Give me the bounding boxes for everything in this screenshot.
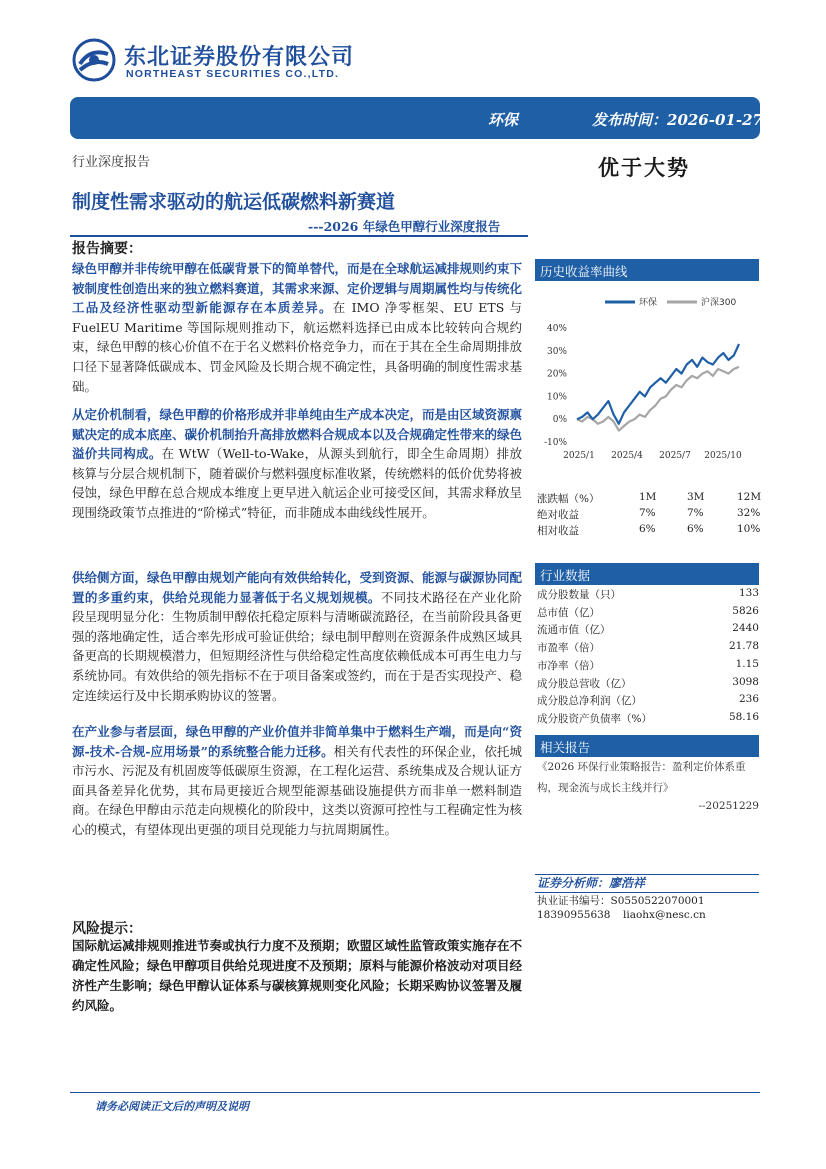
analyst-name: 证券分析师：廖浩祥 [537, 876, 646, 890]
related-section-header: 相关报告 [535, 735, 759, 757]
industry-label: 总市值（亿） [537, 606, 600, 619]
performance-table [537, 491, 762, 539]
performance-header-row [537, 491, 762, 507]
x-tick-label: 2025/1 [563, 451, 595, 461]
performance-cell: 6% [639, 523, 656, 535]
y-tick-label: -10% [543, 438, 567, 448]
industry-label: 成分股资产负债率（%） [537, 712, 652, 725]
report-type: 行业深度报告 [72, 155, 151, 170]
industry-row [537, 622, 759, 639]
report-title: 制度性需求驱动的航运低碳燃料新赛道 [72, 191, 396, 213]
summary-heading: 报告摘要： [72, 241, 142, 257]
y-tick-label: 40% [546, 324, 567, 334]
summary-paragraph-4 [72, 722, 522, 840]
sector-label: 环保 [488, 111, 519, 129]
company-name-cn: 东北证券股份有限公司 [124, 45, 355, 70]
performance-cell: 相对收益 [537, 525, 579, 537]
industry-row [537, 605, 759, 622]
industry-label: 成分股总净利润（亿） [537, 695, 642, 708]
rating: 优于大势 [598, 156, 690, 180]
x-tick-label: 2025/4 [611, 451, 643, 461]
title-divider [70, 235, 528, 237]
industry-value: 3098 [732, 675, 759, 688]
industry-value: 21.78 [728, 640, 759, 653]
industry-row [537, 658, 759, 675]
industry-value: 1.15 [735, 657, 759, 670]
legend-label: 沪深300 [701, 298, 737, 308]
industry-row [537, 587, 759, 604]
industry-row [537, 711, 759, 728]
company-logo-icon [72, 38, 116, 82]
industry-section-header: 行业数据 [535, 563, 759, 585]
y-tick-label: 20% [546, 369, 567, 380]
industry-label: 流通市值（亿） [537, 624, 611, 637]
performance-cell: 1M [639, 491, 657, 503]
industry-label: 成分股总营收（亿） [537, 677, 632, 690]
performance-cell: 6% [687, 523, 704, 535]
performance-cell: 32% [737, 507, 761, 519]
performance-cell: 涨跌幅（%） [537, 493, 600, 505]
performance-cell: 7% [687, 507, 704, 519]
performance-cell: 绝对收益 [537, 509, 579, 521]
related-report-date: --20251229 [698, 800, 759, 812]
paragraph-1-body: 在 IMO 净零框架、EU ETS 与 FuelEU Maritime 等国际规则推动下，航运燃料选择已由成本比较转向合规约束，绿色甲醇的核心价值不在于名义燃料价格竞争力，而在于其在全生命周期排放口径下显著降低碳成本、罚金风险及长期合规不确定性，具备明确的制度性需求基础。 [72, 300, 523, 394]
summary-paragraph-3 [72, 568, 522, 705]
footer-disclaimer: 请务必阅读正文后的声明及说明 [95, 1100, 249, 1113]
industry-label: 市净率（倍） [537, 659, 600, 672]
footer-divider [70, 1092, 760, 1093]
risk-heading: 风险提示： [72, 921, 142, 937]
y-tick-label: 0% [552, 415, 567, 426]
paragraph-3-lead: 供给侧方面，绿色甲醇由规划产能向有效供给转化，受到资源、能源与碳源协同配置的多重约束，供给兑现能力显著低于名义规划规模。 [72, 570, 523, 605]
performance-chart [535, 290, 759, 468]
summary-paragraph-1 [72, 259, 522, 396]
analyst-email[interactable]: liaohx@nesc.cn [623, 909, 706, 921]
summary-paragraph-2 [72, 405, 522, 523]
y-tick-label: 10% [546, 392, 567, 403]
risk-text: 国际航运减排规则推进节奏或执行力度不及预期；欧盟区域性监管政策实施存在不确定性风险；绿色甲醇项目供给兑现进度不及预期；原料与能源价格波动对项目经济性产生影响；绿色甲醇认证体系与碳核算规则变化风险；长期采购协议签署及履约风险。 [72, 938, 523, 1013]
industry-label: 成分股数量（只） [537, 589, 621, 601]
industry-row [537, 676, 759, 693]
industry-label: 市盈率（倍） [537, 642, 600, 655]
paragraph-2-body: 在 WtW（Well-to-Wake，从源头到航行，即全生命周期）排放核算与分层合规机制下，随着碳价与燃料强度标准收紧，传统燃料的低价优势将被侵蚀，绿色甲醇在总合规成本维度上更早进入航运企业可接受区间，其需求释放呈现围绕政策节点推进的“阶梯式”特征，而非随成本曲线线性展开。 [72, 446, 523, 520]
industry-value: 58.16 [728, 710, 759, 723]
analyst-certificate: 执业证书编号：S0550522070001 [537, 895, 705, 907]
industry-value: 236 [738, 693, 759, 706]
legend-label: 环保 [639, 298, 658, 308]
publish-date: 发布时间：2026-01-27 [592, 111, 763, 129]
industry-row [537, 693, 759, 710]
paragraph-4-body: 相关有代表性的环保企业，依托城市污水、污泥及有机固废等低碳原生资源，在工程化运营、系统集成及合规认证方面具备差异化优势，其布局更接近合规型能源基础设施提供方而非单一燃料制造商。在绿色甲醇由示范走向规模化的阶段中，这类以资源可控性与工程确定性为核心的模式，有望体现出更强的项目兑现能力与抗周期属性。 [72, 743, 523, 837]
chart-section-header: 历史收益率曲线 [535, 259, 759, 281]
performance-cell: 3M [687, 491, 705, 503]
industry-row [537, 640, 759, 657]
paragraph-4-lead: 在产业参与者层面，绿色甲醇的产业价值并非简单集中于燃料生产端，而是向“资源-技术-合规-应用场景”的系统整合能力迁移。 [72, 724, 522, 759]
industry-value: 2440 [732, 622, 759, 635]
paragraph-1-lead: 绿色甲醇并非传统甲醇在低碳背景下的简单替代，而是在全球航运减排规则约束下被制度性创造出来的独立燃料赛道，其需求来源、定价逻辑与周期属性均与传统化工品及经济性驱动型新能源存在本质差异。 [72, 261, 523, 316]
paragraph-2-lead: 从定价机制看，绿色甲醇的价格形成并非单纯由生产成本决定，而是由区域资源禀赋决定的成本底座、碳价机制抬升高排放燃料合规成本以及合规确定性带来的绿色溢价共同构成。 [72, 407, 523, 462]
performance-cell: 10% [737, 523, 761, 535]
x-tick-label: 2025/7 [659, 451, 691, 461]
x-tick-label: 2025/10 [704, 451, 742, 461]
performance-row [537, 507, 759, 523]
performance-row [537, 523, 759, 539]
performance-cell: 7% [639, 507, 656, 519]
report-subtitle: ---2026 年绿色甲醇行业深度报告 [308, 219, 501, 234]
company-name-en: NORTHEAST SECURITIES CO.,LTD. [126, 68, 340, 80]
series-line [577, 367, 739, 431]
paragraph-3-body: 不同技术路径在产业化阶段呈现明显分化：生物质制甲醇依托稳定原料与清晰碳流路径，在当前阶段具备更强的落地确定性，适合率先形成可验证供给；绿电制甲醇则在资源条件成熟区域具备更高的长期规模潜力，但短期经济性与供给稳定性高度依赖低成本可再生电力与系统协同。有效供给的领先指标不在于项目备案或签约，而在于是否实现投产、稳定连续运行及中长期承购协议的签署。 [72, 589, 523, 703]
related-report-title: 《2026 环保行业策略报告：盈利定价体系重构，现金流与成长主线并行》 [537, 761, 746, 794]
y-tick-label: 30% [546, 346, 567, 357]
analyst-phone: 18390955638 [537, 909, 611, 921]
performance-cell: 12M [737, 491, 762, 503]
series-line [577, 344, 739, 424]
industry-value: 5826 [732, 604, 759, 617]
industry-value: 133 [738, 587, 759, 599]
